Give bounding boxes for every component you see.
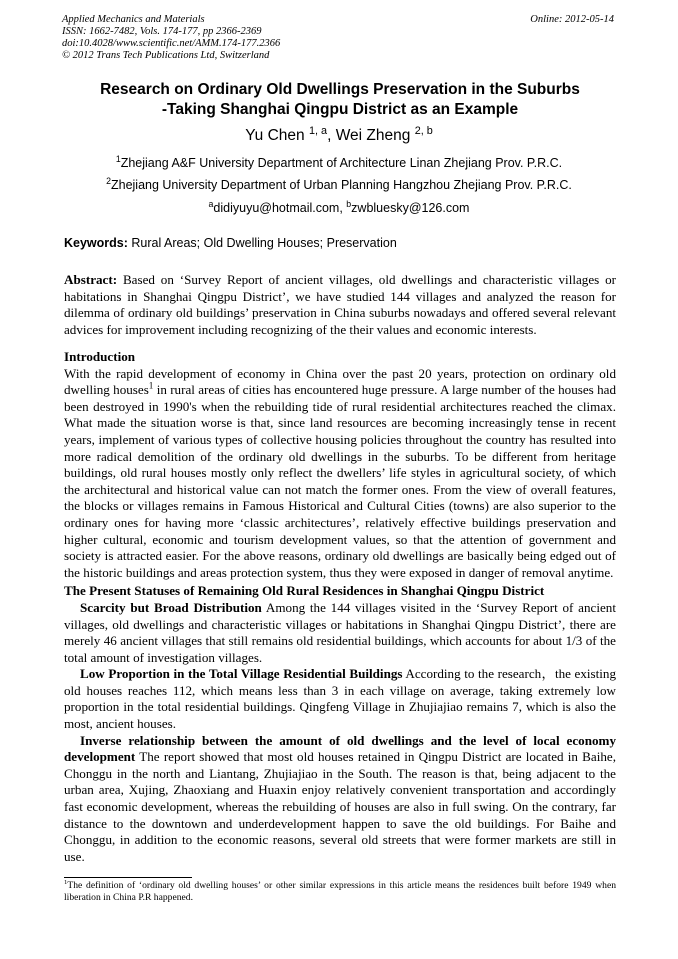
footnote-mark: 1	[64, 878, 68, 886]
author-list	[0, 124, 678, 145]
email-b-mark: b	[346, 198, 352, 209]
footnote-text: The definition of ‘ordinary old dwelling houses’ or other similar expressions in this article means the residences built before 1949 when liberation in China P.R happened.	[64, 880, 616, 903]
paper-title	[40, 80, 640, 120]
affiliation-2-text: Zhejiang University Department of Urban Planning Hangzhou Zhejiang Prov. P.R.C.	[110, 178, 572, 192]
email-a[interactable]: didiyuyu@hotmail.com,	[213, 201, 347, 215]
section-heading-present-statuses: The Present Statuses of Remaining Old Rural Residences in Shanghai Qingpu District	[64, 583, 545, 599]
journal-name: Applied Mechanics and Materials	[62, 14, 205, 25]
author-1-affil: 1, a	[308, 124, 328, 137]
footnote-divider	[64, 877, 192, 878]
paragraph-scarcity: Scarcity but Broad Distribution Among the 144 villages visited in the ‘Survey Report of ancient villages, old dwellings and characteristic villages or habitations in Shanghai Qingpu District’, there are merely 46 ancient villages that still remains old residential buildings, which accounts for about 1/3 of the total amount of investigation villages.	[64, 599, 616, 665]
introduction-paragraph: With the rapid development of economy in China over the past 20 years, protection on ordinary old dwelling houses$^1$ in rural areas of cities has encountered huge pressure. A large number of the houses had been destroyed in 1990's when the rebuilding tide of rural residential architectures reached the climax. What made the situation worse is that, since land resources are becoming increasingly tense in recent years, implement of various types of collective housing policies throughout the country has resulted into more radical demolition of the ordinary old dwellings in the suburbs. To be different from heritage buildings, old rural houses mostly only reflect the dwellers’ life styles in agricultural society, of which the architectural and historical value can not match the former ones. From the view of overall features, the blocks or villages remains in Famous Historical and Cultural Cities (towns) are also superior to the ordinary ones for having more ‘classic architectures’, relatively effective buildings preservation and higher cultural, economic and tourism development values, so that the attention of government and society is attracted easier. For the above reasons, ordinary old dwellings are basically being edged out of the historic buildings and areas protection system, thus they were exposed in danger of removal anytime.	[64, 365, 616, 580]
title-line-1: Research on Ordinary Old Dwellings Preservation in the Suburbs	[100, 81, 580, 98]
main-text	[64, 349, 616, 865]
author-2: Wei Zheng	[335, 127, 411, 144]
title-line-2: -Taking Shanghai Qingpu District as an Example	[161, 101, 519, 118]
issn-line: ISSN: 1662-7482, Vols. 174-177, pp 2366-2369	[62, 26, 262, 37]
affiliation-1	[0, 153, 678, 170]
paragraph-low-proportion: Low Proportion in the Total Village Residential Buildings According to the research，the existing old houses reaches 112, which means less than 3 in each village on average, taking extremely low proportion in the total residential buildings. Qingfeng Village in Zhujiajiao remains 7, which is also the most, ancient houses.	[64, 666, 616, 732]
author-2-affil: 2, b	[414, 124, 433, 137]
footnote-ref[interactable]: 1	[148, 380, 154, 391]
email-a-mark: a	[208, 198, 214, 209]
keywords-label: Keywords:	[64, 236, 128, 250]
author-emails	[0, 198, 678, 215]
doi-line[interactable]: doi:10.4028/www.scientific.net/AMM.174-177.2366	[62, 38, 281, 49]
affiliation-2	[0, 175, 678, 192]
abstract	[64, 272, 616, 338]
paragraph-inverse-relationship: Inverse relationship between the amount of old dwellings and the level of local economy development The report showed that most old houses retained in Qingpu District are located in Baihe, Chonggu in the north and Liantang, Zhujiajiao in the South. The reason is that, being adjacent to the urban area, Xujing, Zhaoxiang and Huaxin enjoy relatively convenient transportation and accordingly fast economic development, whereas the rebuilding of houses are also in full swing. On the contrary, far distance to the downtown and underdevelopment happen to save the old buildings. For Baihe and Chonggu, in addition to the economic reasons, several old streets that were former markets are still in use.	[64, 732, 616, 864]
author-1: Yu Chen	[245, 127, 305, 144]
copyright-line: © 2012 Trans Tech Publications Ltd, Switzerland	[62, 50, 270, 61]
abstract-label: Abstract:	[64, 272, 118, 287]
footnote	[64, 880, 616, 904]
keywords	[64, 236, 397, 250]
affiliation-1-mark: 1	[115, 153, 121, 164]
journal-header	[62, 14, 618, 62]
affiliation-2-mark: 2	[106, 175, 111, 186]
author-separator: ,	[327, 127, 336, 144]
email-b[interactable]: zwbluesky@126.com	[351, 201, 470, 215]
online-date: Online: 2012-05-14	[530, 14, 614, 25]
introduction-heading: Introduction	[64, 349, 136, 364]
abstract-text: Based on ‘Survey Report of ancient villages, old dwellings and characteristic villages or habitations in Shanghai Qingpu District’, we have studied 144 villages and analyzed the reason for dilemma of ordinary old buildings’ preservation in China suburbs nowadays and offered several relevant advices for improvement including recognizing of the their values and economic interests.	[64, 272, 616, 337]
keywords-text: Rural Areas; Old Dwelling Houses; Preservation	[127, 236, 397, 250]
affiliation-1-text: Zhejiang A&F University Department of Architecture Linan Zhejiang Prov. P.R.C.	[120, 156, 563, 170]
